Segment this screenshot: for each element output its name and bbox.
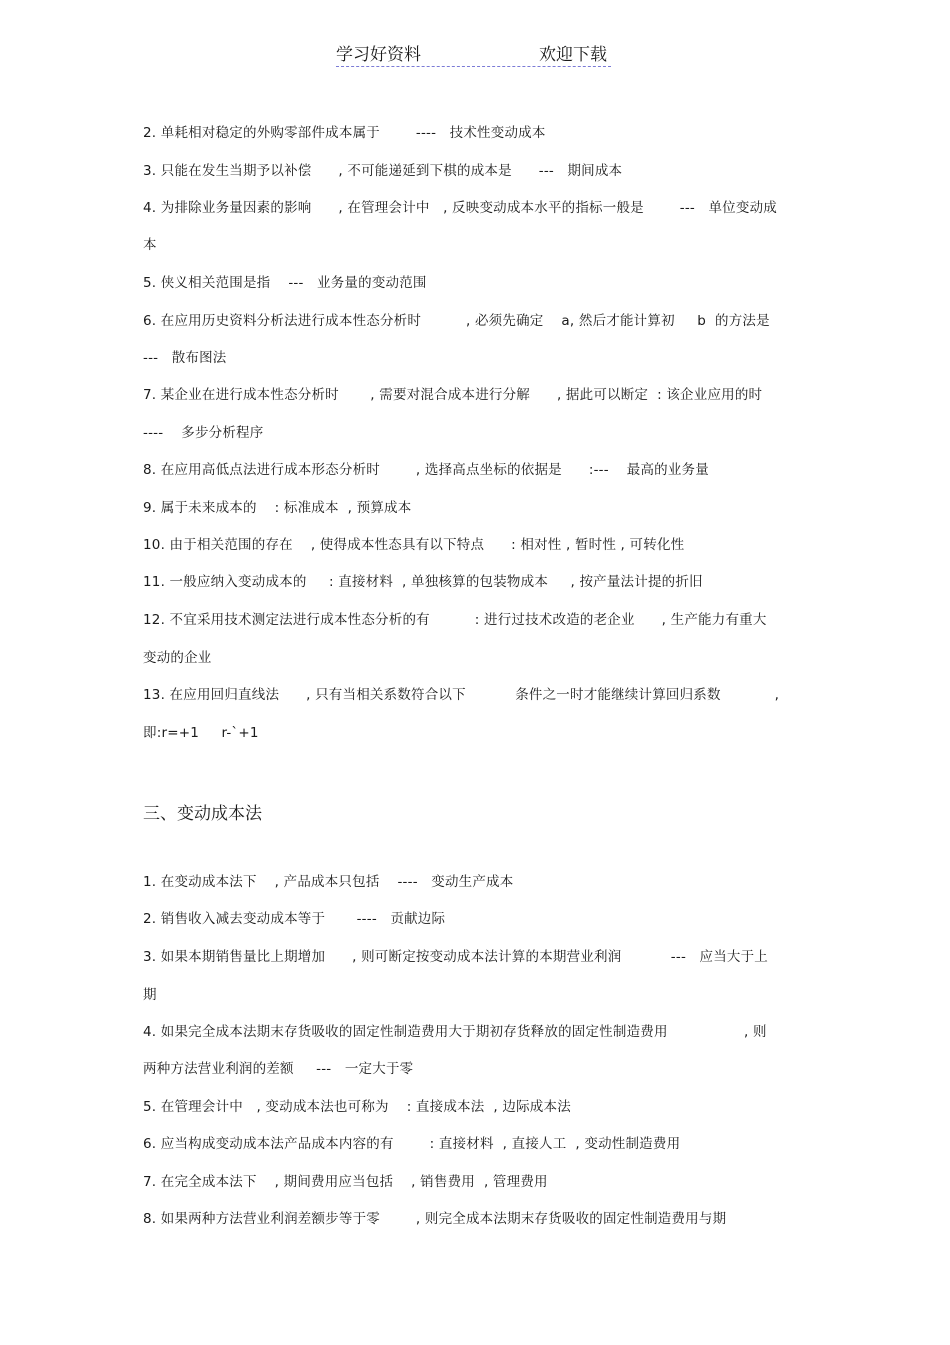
text-line: 8. 如果两种方法营业利润差额步等于零 , 则完全成本法期末存货吸收的固定性制造费用与期 <box>143 1211 727 1227</box>
text-line: 9. 属于未来成本的 : 标准成本 , 预算成本 <box>143 500 412 516</box>
text-line: 8. 在应用高低点法进行成本形态分析时 , 选择高点坐标的依据是 :--- 最高的业务量 <box>143 462 709 478</box>
text-line: 本 <box>143 237 157 253</box>
text-line: 两种方法营业利润的差额 --- 一定大于零 <box>143 1061 414 1077</box>
text-line: 3. 只能在发生当期予以补偿 , 不可能递延到下棋的成本是 --- 期间成本 <box>143 163 623 179</box>
text-line: 7. 在完全成本法下 , 期间费用应当包括 , 销售费用 , 管理费用 <box>143 1174 548 1190</box>
header-left-text: 学习好资料 <box>336 45 421 65</box>
text-line: 1. 在变动成本法下 , 产品成本只包括 ---- 变动生产成本 <box>143 874 514 890</box>
section-heading: 三、变动成本法 <box>143 804 262 824</box>
text-line: 2. 销售收入减去变动成本等于 ---- 贡献边际 <box>143 911 446 927</box>
text-line: 4. 如果完全成本法期末存货吸收的固定性制造费用大于期初存货释放的固定性制造费用 , 则 <box>143 1024 767 1040</box>
header-right-text: 欢迎下载 <box>539 45 607 65</box>
text-line: 3. 如果本期销售量比上期增加 , 则可断定按变动成本法计算的本期营业利润 --- 应当大于上 <box>143 949 768 965</box>
text-line: 即:r=+1 r-`+1 <box>143 725 259 741</box>
page-header <box>336 40 611 67</box>
text-line: --- 散布图法 <box>143 350 227 366</box>
text-line: 10. 由于相关范围的存在 , 使得成本性态具有以下特点 : 相对性 , 暂时性 , 可转化性 <box>143 537 685 553</box>
text-line: 期 <box>143 987 157 1003</box>
text-line: ---- 多步分析程序 <box>143 425 264 441</box>
text-line: 13. 在应用回归直线法 , 只有当相关系数符合以下 条件之一时才能继续计算回归系数 , <box>143 687 780 703</box>
text-line: 5. 侠义相关范围是指 --- 业务量的变动范围 <box>143 275 427 291</box>
text-line: 6. 应当构成变动成本法产品成本内容的有 : 直接材料 , 直接人工 , 变动性制造费用 <box>143 1136 681 1152</box>
text-line: 11. 一般应纳入变动成本的 : 直接材料 , 单独核算的包装物成本 , 按产量法计提的折旧 <box>143 574 703 590</box>
text-line: 2. 单耗相对稳定的外购零部件成本属于 ---- 技术性变动成本 <box>143 125 546 141</box>
text-line: 7. 某企业在进行成本性态分析时 , 需要对混合成本进行分解 , 据此可以断定 : 该企业应用的时 <box>143 387 763 403</box>
text-line: 6. 在应用历史资料分析法进行成本性态分析时 , 必须先确定 a, 然后才能计算初 b 的方法是 <box>143 313 770 329</box>
text-line: 12. 不宜采用技术测定法进行成本性态分析的有 : 进行过技术改造的老企业 , 生产能力有重大 <box>143 612 767 628</box>
text-line: 5. 在管理会计中 , 变动成本法也可称为 : 直接成本法 , 边际成本法 <box>143 1099 571 1115</box>
text-line: 变动的企业 <box>143 650 212 666</box>
text-line: 4. 为排除业务量因素的影响 , 在管理会计中 , 反映变动成本水平的指标一般是 --- 单位变动成 <box>143 200 777 216</box>
